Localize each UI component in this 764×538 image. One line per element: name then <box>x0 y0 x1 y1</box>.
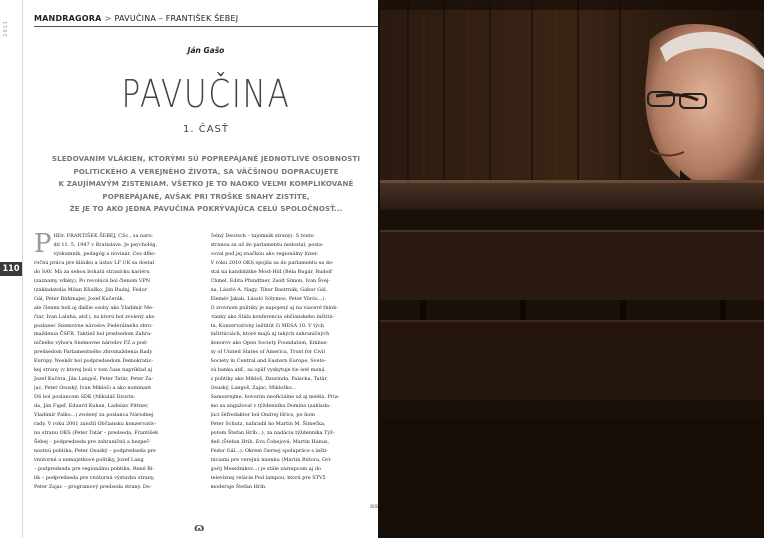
text-column-1 <box>34 232 204 522</box>
article-title: PAVUČINA <box>121 72 291 116</box>
body-line: -tanky ako Stála konferencia občianskeho inštitú- <box>210 313 335 320</box>
person-photo-icon <box>380 0 764 538</box>
body-line: HDr. FRANTIŠEK ŠEBEJ, CSc., sa naro- <box>53 233 154 239</box>
body-line: júci šéfredaktor bol Ondrej Hrics, po ňom <box>210 412 315 419</box>
page-number: 110 <box>0 262 22 276</box>
body-line: Vladimír Palko...) zvolený za poslanca Národnej <box>34 412 154 419</box>
body-line: čelný Deutsch – tajomník strany). S touto <box>210 233 314 239</box>
body-line: (zakladatelia Milan Kňažko, Ján Budaj, Fedor <box>34 286 147 293</box>
magazine-logo-icon: ɷ <box>194 521 205 534</box>
body-line: jac, Peter Osuský, Ivan Mikloš) a ako nominant <box>34 385 152 392</box>
article-photo <box>380 0 764 538</box>
breadcrumb-separator: > <box>104 14 112 23</box>
body-line: Európy. Neskôr bol podpredsedom Demokratic- <box>34 358 154 365</box>
body-line: z politiky ako Mikloš, Dzurinda, Palacka, Tatár, <box>210 376 328 383</box>
body-line: donorov ako Open Society Foundation, Embas- <box>210 340 328 347</box>
body-line: ale členmi boli aj ďalšie osoby ako Vladimír Me- <box>34 304 154 311</box>
body-line: do SAV. Má za sebou bohatú stranícku kariéru <box>34 268 150 275</box>
body-line: vnútorné a nemajetkové politiky, Jozef Lang <box>34 456 144 463</box>
body-line: maždenia ČSFR. Taktiež bol predsedom Zahra- <box>34 331 152 338</box>
article-page <box>22 0 378 538</box>
lead-line: K ZAUJÍMAVÝM ZISTENIAM. VŠETKO JE TO NAOKO VEĽMI KOMPLIKOVANÉ <box>58 179 354 188</box>
section-name: MANDRAGORA <box>34 14 102 23</box>
body-line: tu, Konzervatívny inštitút či MESA 10. V tých <box>210 322 324 329</box>
lead-paragraph <box>46 153 366 216</box>
article-body <box>34 232 380 522</box>
body-line: túciami pre verejnú mienku (Martin Bútora, Gri- <box>210 456 332 463</box>
body-line: ničného výboru Snemovne národov FZ a pod- <box>34 340 148 347</box>
body-line: Elemér Jakab, László Sólymos, Peter Vörös...). <box>210 295 326 302</box>
body-line: Peter Schutz, nahradil ho Martin M. Šimečka, <box>210 421 326 428</box>
author-name: Ján Gašo <box>187 46 225 55</box>
lead-line: POPREPÁJANÉ, AVŠAK PRI TROŠKE SNAHY ZISTÍTE, <box>102 191 310 201</box>
body-line: nu stranu OKS (Peter Tatár – predseda, František <box>34 429 159 436</box>
breadcrumb-title: PAVUČINA – FRANTIŠEK ŠEBEJ <box>114 14 239 23</box>
body-line: dil 11. 5. 1947 v Bratislave. Je psychológ, <box>53 241 158 248</box>
body-line: – podpredseda pre regionálnu politiku, René Bí- <box>34 465 155 472</box>
side-tag: 2011 <box>3 20 9 37</box>
body-line: sy of United States of America, Trust for Civil <box>210 349 325 356</box>
body-line: mo sa angažoval v týždenníku Domino (zaklada- <box>210 403 331 410</box>
body-line: Samozrejme, hovorím neoficiálne už aj médiá. Pria- <box>210 394 340 401</box>
drop-cap: P <box>34 232 52 259</box>
body-line: stranou sa už do parlamentu nedostal, posta- <box>210 241 324 248</box>
body-line: Fedor Gál...). Okrem čiernej spolupráce s inšti- <box>210 447 329 454</box>
body-line: Chmel, Edita Pfundtner, Zsolt Simon, Ivan Švej- <box>210 277 331 284</box>
body-line: čiar, Ivan Laluha, atď.), za ktorú bol zvolený ako <box>34 313 155 320</box>
body-line: predsedom Parlamentného zhromaždenia Rady <box>34 349 153 356</box>
body-line: moderuje Štefan Hríb. <box>210 483 267 490</box>
body-line: coval pod jej značkou ako regionálny lúzer. <box>210 250 319 257</box>
body-line: vá banka atď., sa opäť vyskytuje tie isté mená <box>210 367 325 374</box>
body-line: gorij Mesežnikov...) je stále zástupcom aj do <box>210 465 321 472</box>
body-line: DS bol poslancom SDK (Mikuláš Dzurin- <box>34 394 136 401</box>
running-header <box>34 14 378 23</box>
body-line: rady. V roku 2001 založil Občiansku konzervatív- <box>34 421 157 428</box>
lead-line: POLITICKÉHO A VEREJNÉHO ŽIVOTA, SA VÄČŠINOU DOPRACUJETE <box>73 166 339 176</box>
body-line: V roku 2010 OKS spojila sa do parlamentu sa do- <box>210 259 334 266</box>
body-line: poslanec Snemovne národov Federálneho zhro- <box>34 322 153 329</box>
body-line: Osuský, Langoš, Zajac, Mikloško... <box>210 385 297 392</box>
body-line: potom Štefan Hríb...), za nadáciu týždenníka Týž- <box>210 429 335 436</box>
header-rule <box>34 26 378 27</box>
body-line: ročnú prácu pre kliniku a ústav LF UK sa dostal <box>34 259 155 266</box>
body-line: lik – podpredseda pre vnútornú výstavbu strany, <box>34 474 155 481</box>
lead-line: SLEDOVANÍM VLÁKIEN, KTORÝMI SÚ POPREPÁJANÉ JEDNOTLIVÉ OSOBNOSTI <box>51 154 361 163</box>
body-line: deň (Štefan Hríb, Eva Čobejová, Martin Hanus, <box>210 438 330 445</box>
article-part: 1. ČASŤ <box>183 124 229 135</box>
body-line: kej strany (v ktorej boli v tom čase napríklad aj <box>34 367 153 374</box>
body-line: inštitúciách, ktoré majú aj takých zahraničných <box>210 331 330 338</box>
text-column-2 <box>211 232 381 522</box>
body-line: O zrovnom politiky je napojený aj na viaceré think- <box>210 304 338 311</box>
body-line: na, László A. Nagy, Tibor Bastrnák, Gábor Gál, <box>210 286 328 293</box>
lead-line: ŽE JE TO AKO JEDNA PAVUČINA POKRÝVAJÚCA CELÚ SPOLOČNOSŤ... <box>69 204 343 213</box>
body-line: Jozef Kučera, Ján Langoš, Peter Tatár, Peter Za- <box>34 376 154 383</box>
body-line: da, Ján Figeľ, Eduard Kukan, Ladislav Pittner, <box>34 403 149 410</box>
body-line: Šebej – podpredseda pre zahraničnú a bezpeč- <box>34 438 151 445</box>
body-line: televíznej relácie Pod lampou, ktorú pre STV5 <box>210 474 326 481</box>
end-mark-icon: ⊠⊠ <box>370 504 379 510</box>
body-line: Gál, Peter Bírkmajer, Jozef Kučerák, <box>34 295 125 302</box>
body-line: výskumník, pedagóg a novinár. Cez dlho- <box>53 250 156 257</box>
body-line: Society in Central and Eastern Europe, Sveto- <box>210 358 327 365</box>
body-line: stal na kandidátke Most-Híd (Béla Bugár, Rudolf <box>210 268 332 275</box>
body-line: (zaznamy vďaky). Po revolúcii bol členom VPN <box>34 277 151 284</box>
body-line: Peter Zajac – programový predseda strany. Do- <box>34 483 152 490</box>
body-line: nostnú politiku, Peter Osuský – podpredseda pre <box>34 447 156 454</box>
